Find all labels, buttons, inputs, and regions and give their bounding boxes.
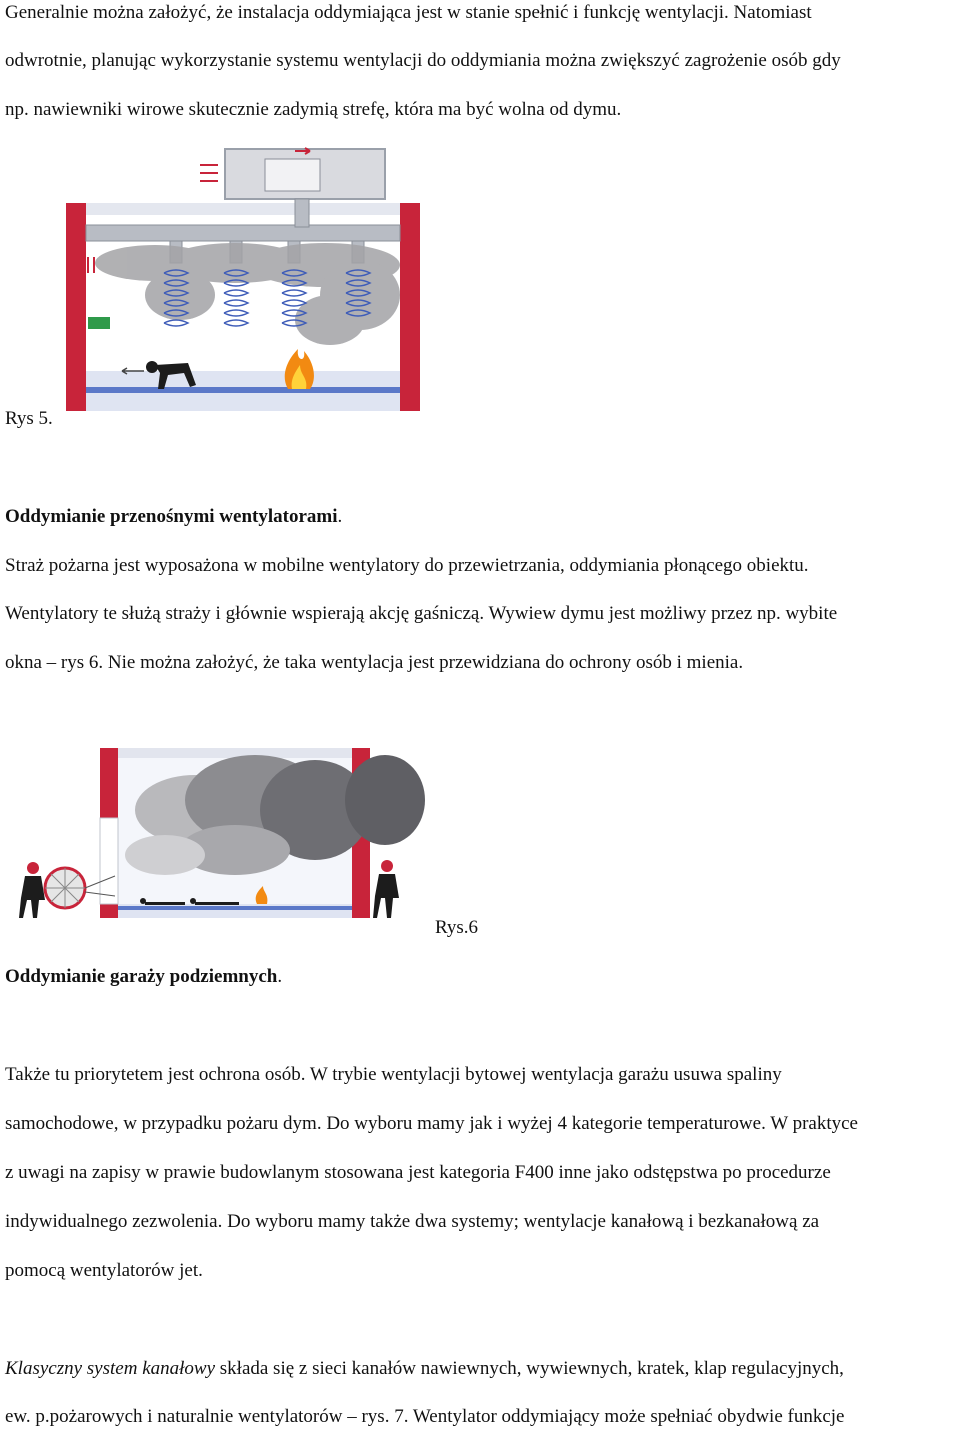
section-classic-line-1: [5, 1357, 844, 1381]
section-mobile-heading-text: Oddymianie przenośnymi wentylatorami: [5, 506, 338, 527]
section-garage-line-3: z uwagi na zapisy w prawie budowlanym stosowana jest kategoria F400 inne jako odstępstwa po procedurze: [5, 1162, 831, 1183]
section-mobile-heading-suffix: .: [337, 506, 343, 527]
intro-line-1: Generalnie można założyć, że instalacja oddymiająca jest w stanie spełnić i funkcję wentylacji. Natomiast: [5, 2, 812, 23]
floor-stripe: [86, 387, 400, 393]
intro-line-2: odwrotnie, planując wykorzystanie systemu wentylacji do oddymiania można zwiększyć zagrożenie osób gdy: [5, 50, 841, 71]
section-classic-line-1-rest: składa się z sieci kanałów nawiewnych, wywiewnych, kratek, klap regulacyjnych,: [215, 1358, 844, 1379]
supply-duct: [86, 225, 400, 241]
firefighter-left-icon: [19, 862, 45, 918]
figure-6-caption: Rys.6: [435, 917, 479, 938]
airflow-arrows-left: [200, 165, 218, 181]
door-opening: [100, 818, 118, 904]
section-garage-heading-suffix: .: [277, 966, 283, 987]
ceiling: [66, 203, 418, 215]
section-garage-line-4: indywidualnego zezwolenia. Do wyboru mamy także dwa systemy; wentylacje kanałową i bezkanałową za: [5, 1211, 820, 1232]
section-garage-line-5: pomocą wentylatorów jet.: [5, 1260, 203, 1281]
section-garage-heading: [5, 965, 282, 989]
fire-icon: [285, 349, 314, 389]
section-mobile-line-3: okna – rys 6. Nie można założyć, że taka wentylacja jest przewidziana do ochrony osób i mienia.: [5, 652, 744, 673]
wall-right: [400, 203, 420, 411]
section-garage-heading-text: Oddymianie garaży podziemnych: [5, 966, 278, 987]
firefighter-right-icon: [373, 860, 399, 918]
figure-6-illustration: [5, 740, 430, 930]
section-garage-line-1: Także tu priorytetem jest ochrona osób. W trybie wentylacji bytowej wentylacja garażu usuwa spaliny: [5, 1064, 782, 1085]
section-mobile-heading: [5, 505, 342, 529]
roof-fan-box: [265, 159, 320, 191]
section-mobile-line-2: Wentylatory te służą straży i głównie wspierają akcję gaśniczą. Wywiew dymu jest możliwy przez np. wybite: [5, 603, 838, 624]
section-garage-line-2: samochodowe, w przypadku pożaru dym. Do wyboru mamy jak i wyżej 4 kategorie temperaturowe. W praktyce: [5, 1113, 858, 1134]
section-classic-line-2: ew. p.pożarowych i naturalnie wentylatorów – rys. 7. Wentylator oddymiający może spełniać obydwie funkcje: [5, 1406, 845, 1427]
ceiling: [100, 748, 370, 758]
section-mobile-line-1: Straż pożarna jest wyposażona w mobilne wentylatory do przewietrzania, oddymiania płonącego obiektu.: [5, 555, 809, 576]
figure-5-illustration: [60, 145, 425, 415]
classic-system-term: Klasyczny system kanałowy: [5, 1358, 216, 1379]
intro-line-3: np. nawiewniki wirowe skutecznie zadymią strefę, która ma być wolna od dymu.: [5, 99, 622, 120]
heat-arrows-icon: [88, 257, 94, 273]
wall-left: [66, 203, 86, 411]
duct-riser: [295, 199, 309, 227]
floor-stripe: [118, 906, 352, 910]
figure-5-caption: Rys 5.: [5, 408, 53, 429]
exit-sign-icon: [88, 317, 110, 329]
